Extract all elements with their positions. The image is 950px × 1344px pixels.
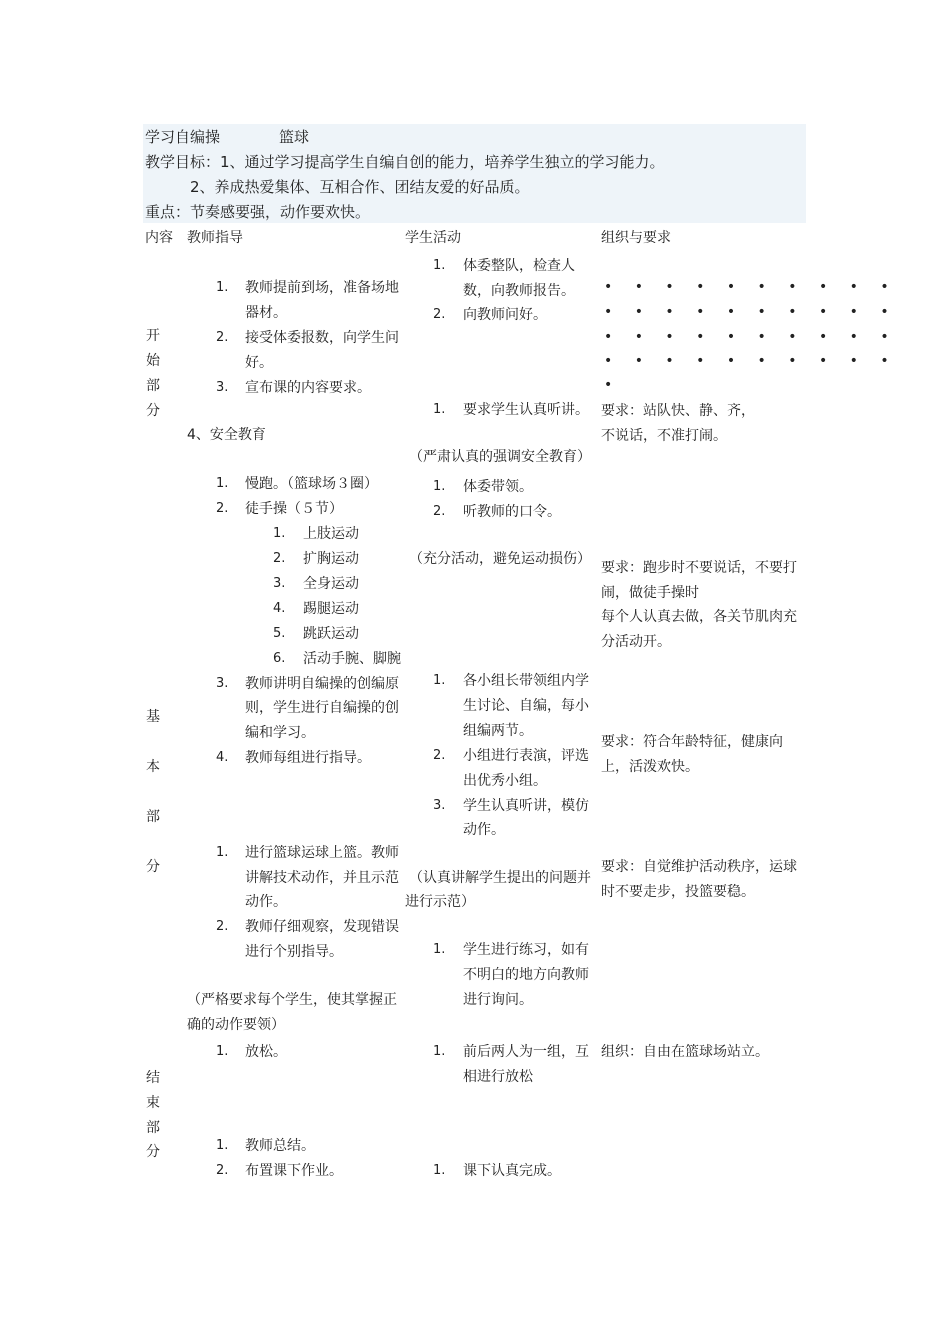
exercise-number: 1. — [273, 526, 286, 541]
list-item: 小组进行表演，评选 — [463, 748, 589, 764]
exercise-item: 活动手腕、脚腕 — [303, 651, 401, 667]
exercise-item: 踢腿运动 — [303, 601, 359, 617]
list-item: 讲解技术动作，并且示范 — [245, 870, 399, 886]
goal-2: 2、养成热爱集体、互相合作、团结友爱的好品质。 — [190, 178, 530, 196]
list-item: 体委整队，检查人 — [463, 258, 575, 274]
list-number: 3. — [433, 798, 446, 813]
list-number: 1. — [433, 258, 446, 273]
exercise-number: 5. — [273, 626, 286, 641]
list-item: 课下认真完成。 — [463, 1163, 561, 1179]
list-item: 教师仔细观察，发现错误 — [245, 919, 399, 935]
list-number: 2. — [433, 748, 446, 763]
exercise-number: 4. — [273, 601, 286, 616]
section-start-char: 部 — [146, 378, 160, 394]
goal-1: 教学目标：1、通过学习提高学生自编自创的能力，培养学生独立的学习能力。 — [145, 153, 665, 171]
list-number: 2. — [433, 504, 446, 519]
list-item: 进行询问。 — [463, 992, 533, 1008]
list-item: 不明白的地方向教师 — [463, 967, 589, 983]
list-item: 要求学生认真听讲。 — [463, 402, 589, 418]
section-basic-char: 基 — [146, 709, 160, 725]
formation-row: • • • • • • • • • • — [604, 353, 898, 369]
list-item: 教师讲明自编操的创编原 — [245, 676, 399, 692]
list-item: 听教师的口令。 — [463, 504, 561, 520]
list-number: 1. — [433, 673, 446, 688]
formation-row: • — [604, 377, 622, 393]
list-item: 动作。 — [463, 822, 505, 838]
strict-note: （严格要求每个学生，使其掌握正 — [187, 992, 397, 1008]
key-point: 重点：节奏感要强，动作要欢快。 — [145, 203, 371, 221]
warmup-note: （充分活动，避免运动损伤） — [409, 551, 591, 567]
list-item: 慢跑。（篮球场３圈） — [245, 476, 378, 492]
list-item: 教师提前到场，准备场地 — [245, 280, 399, 296]
list-number: 1. — [216, 476, 229, 491]
list-number: 2. — [216, 330, 229, 345]
requirement: 每个人认真去做，各关节肌肉充 — [601, 609, 797, 625]
list-number: 2. — [216, 919, 229, 934]
exercise-item: 跳跃运动 — [303, 626, 359, 642]
section-basic-char: 本 — [146, 759, 160, 775]
formation-row: • • • • • • • • • • — [604, 304, 898, 320]
list-item: 接受体委报数，向学生问 — [245, 330, 399, 346]
safety-note: （严肃认真的强调安全教育） — [409, 449, 591, 465]
exercise-number: 2. — [273, 551, 286, 566]
list-item: 则，学生进行自编操的创 — [245, 700, 399, 716]
list-item: 放松。 — [245, 1044, 287, 1060]
list-item: 进行篮球运球上篮。教师 — [245, 845, 399, 861]
list-number: 1. — [216, 1138, 229, 1153]
list-number: 2. — [433, 307, 446, 322]
list-number: 1. — [433, 1044, 446, 1059]
col-teacher: 教师指导 — [187, 230, 243, 246]
list-item: 向教师问好。 — [463, 307, 547, 323]
formation-row: • • • • • • • • • • — [604, 279, 898, 295]
requirement: 要求：跑步时不要说话，不要打 — [601, 560, 797, 576]
list-number: 1. — [216, 1044, 229, 1059]
list-item: 学生认真听讲，模仿 — [463, 798, 589, 814]
requirement: 要求：站队快、静、齐， — [601, 403, 755, 419]
list-item: 组编两节。 — [463, 723, 533, 739]
list-number: 3. — [216, 676, 229, 691]
exercise-item: 扩胸运动 — [303, 551, 359, 567]
formation-row: • • • • • • • • • • — [604, 329, 898, 345]
section-end-char: 部 — [146, 1120, 160, 1136]
list-number: 1. — [216, 845, 229, 860]
list-number: 4. — [216, 750, 229, 765]
list-item: 进行个别指导。 — [245, 944, 343, 960]
list-item: 好。 — [245, 355, 273, 371]
col-content: 内容 — [145, 230, 173, 246]
section-end-char: 分 — [146, 1144, 160, 1160]
requirement: 上，活泼欢快。 — [601, 759, 699, 775]
list-item: 前后两人为一组，互 — [463, 1044, 589, 1060]
list-item: 徒手操（５节） — [245, 501, 343, 517]
col-student: 学生活动 — [405, 230, 461, 246]
list-number: 1. — [433, 402, 446, 417]
student-note: 进行示范） — [405, 894, 475, 910]
exercise-item: 上肢运动 — [303, 526, 359, 542]
list-number: 2. — [216, 501, 229, 516]
col-org: 组织与要求 — [601, 230, 671, 246]
list-item: 布置课下作业。 — [245, 1163, 343, 1179]
list-item: 器材。 — [245, 305, 287, 321]
section-basic-char: 分 — [146, 859, 160, 875]
lesson-subject: 篮球 — [279, 128, 310, 146]
list-number: 1. — [433, 479, 446, 494]
requirement: 要求：符合年龄特征，健康向 — [601, 734, 783, 750]
list-number: 1. — [433, 1163, 446, 1178]
lesson-title: 学习自编操 — [145, 128, 221, 146]
list-item: 体委带领。 — [463, 479, 533, 495]
list-number: 1. — [433, 942, 446, 957]
organization: 组织：自由在篮球场站立。 — [601, 1044, 769, 1060]
requirement: 闹，做徒手操时 — [601, 585, 699, 601]
list-item: 编和学习。 — [245, 725, 315, 741]
student-note: （认真讲解学生提出的问题并 — [409, 870, 591, 886]
list-item: 宣布课的内容要求。 — [245, 380, 371, 396]
section-start-char: 分 — [146, 403, 160, 419]
requirement: 不说话，不准打闹。 — [601, 428, 727, 444]
requirement: 时不要走步，投篮要稳。 — [601, 884, 755, 900]
list-item: 生讨论、自编，每小 — [463, 698, 589, 714]
requirement: 分活动开。 — [601, 634, 671, 650]
list-number: 3. — [216, 380, 229, 395]
section-end-char: 结 — [146, 1070, 160, 1086]
list-item: 各小组长带领组内学 — [463, 673, 589, 689]
list-item: 数，向教师报告。 — [463, 283, 575, 299]
exercise-number: 6. — [273, 651, 286, 666]
list-number: 2. — [216, 1163, 229, 1178]
list-number: 1. — [216, 280, 229, 295]
section-start-char: 始 — [146, 353, 160, 369]
exercise-number: 3. — [273, 576, 286, 591]
list-item: 教师总结。 — [245, 1138, 315, 1154]
requirement: 要求：自觉维护活动秩序，运球 — [601, 859, 797, 875]
strict-note: 确的动作要领） — [187, 1017, 285, 1033]
safety-item: 4、安全教育 — [187, 427, 266, 443]
list-item: 出优秀小组。 — [463, 773, 547, 789]
list-item: 动作。 — [245, 894, 287, 910]
list-item: 相进行放松 — [463, 1069, 533, 1085]
section-start-char: 开 — [146, 328, 160, 344]
section-basic-char: 部 — [146, 809, 160, 825]
list-item: 教师每组进行指导。 — [245, 750, 371, 766]
list-item: 学生进行练习，如有 — [463, 942, 589, 958]
exercise-item: 全身运动 — [303, 576, 359, 592]
section-end-char: 束 — [146, 1095, 160, 1111]
